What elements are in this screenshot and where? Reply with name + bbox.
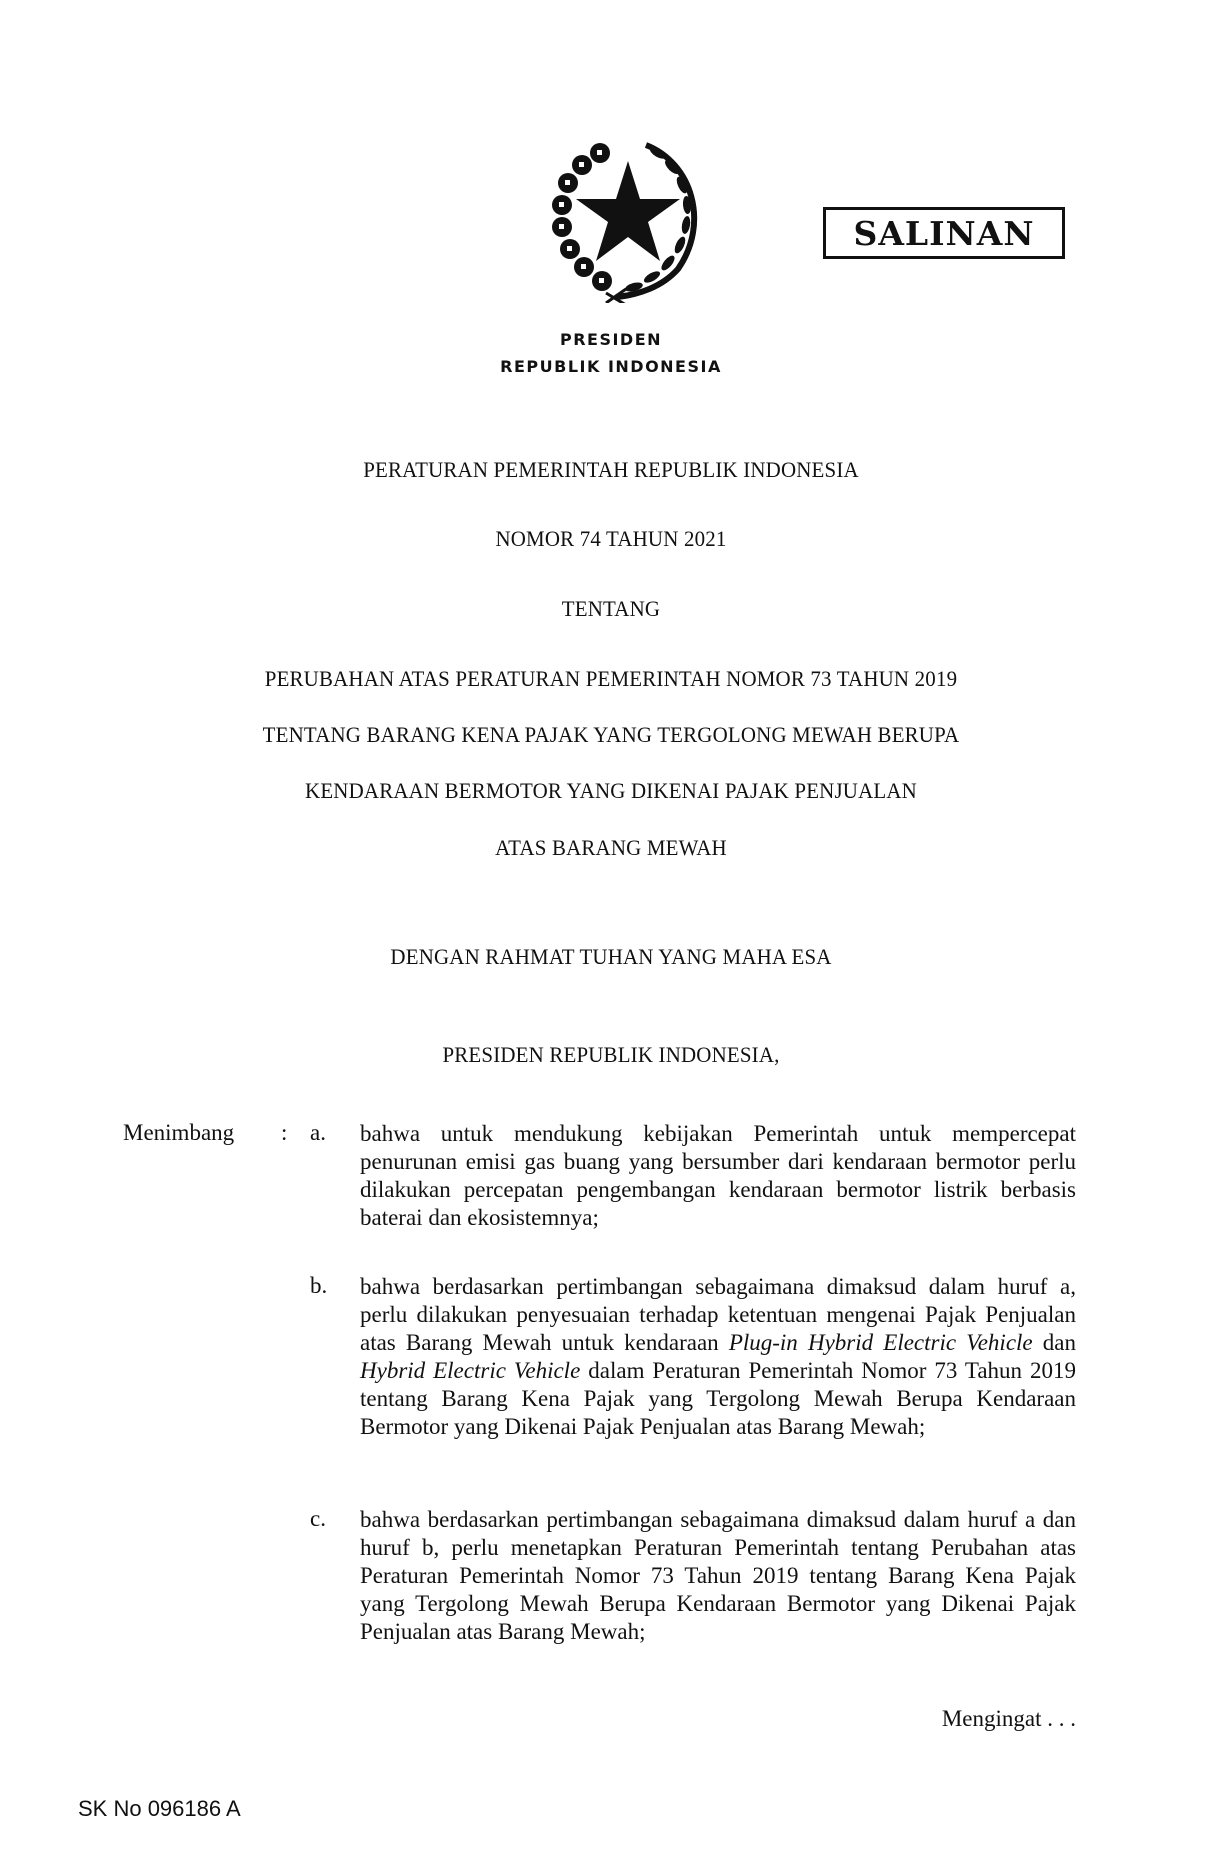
menimbang-colon: : — [281, 1120, 288, 1145]
issuer: PRESIDEN REPUBLIK INDONESIA, — [442, 1042, 780, 1067]
sk-number: SK No 096186 A — [78, 1796, 241, 1821]
document-title: PERATURAN PEMERINTAH REPUBLIK INDONESIA — [363, 457, 859, 482]
emblem-icon — [542, 133, 714, 303]
emblem-caption-president: PRESIDEN — [559, 330, 663, 349]
item-b-text-3: dalam Peraturan Pemerintah Nomor 73 Tahun 2019 tentang Barang Kena Pajak yang Tergolong Mewah Berupa Kendaraan Bermotor yang Dikenai Pajak Penjualan atas Barang Mewah; — [360, 1358, 1076, 1439]
item-b-italic-1: Plug-in Hybrid Electric Vehicle — [728, 1330, 1033, 1355]
item-b-text — [360, 1273, 1076, 1441]
catchword: Mengingat . . . — [941, 1706, 1076, 1731]
item-b-text-2: dan — [1032, 1330, 1076, 1355]
item-b-text-1: bahwa berdasarkan pertimbangan sebagaimana dimaksud dalam huruf a, perlu dilakukan penyesuaian terhadap ketentuan mengenai Pajak Penjualan atas Barang Mewah untuk kendaraan — [360, 1274, 1076, 1355]
salinan-stamp: SALINAN — [823, 207, 1065, 259]
emblem-caption-republic: REPUBLIK INDONESIA — [500, 357, 722, 376]
invocation: DENGAN RAHMAT TUHAN YANG MAHA ESA — [390, 944, 832, 969]
item-b-letter: b. — [310, 1273, 328, 1298]
item-c-letter: c. — [310, 1506, 326, 1531]
item-a-letter: a. — [310, 1120, 326, 1145]
tentang-heading: TENTANG — [561, 596, 661, 621]
item-b-italic-2: Hybrid Electric Vehicle — [360, 1358, 581, 1383]
item-a-text: bahwa untuk mendukung kebijakan Pemerintah untuk mempercepat penurunan emisi gas buang yang bersumber dari kendaraan bermotor perlu dilakukan percepatan pengembangan kendaraan bermotor listrik berbasis baterai dan ekosistemnya; — [360, 1121, 1076, 1230]
subject-line-4: ATAS BARANG MEWAH — [495, 835, 727, 860]
menimbang-label: Menimbang — [123, 1120, 235, 1145]
item-c-text: bahwa berdasarkan pertimbangan sebagaimana dimaksud dalam huruf a dan huruf b, perlu menetapkan Peraturan Pemerintah tentang Perubahan atas Peraturan Pemerintah Nomor 73 Tahun 2019 tentang Barang Kena Pajak yang Tergolong Mewah Berupa Kendaraan Bermotor yang Dikenai Pajak Penjualan atas Barang Mewah; — [360, 1507, 1076, 1644]
subject-line-2: TENTANG BARANG KENA PAJAK YANG TERGOLONG MEWAH BERUPA — [262, 722, 960, 747]
subject-line-3: KENDARAAN BERMOTOR YANG DIKENAI PAJAK PENJUALAN — [305, 778, 917, 803]
document-number: NOMOR 74 TAHUN 2021 — [495, 526, 727, 551]
subject-line-1: PERUBAHAN ATAS PERATURAN PEMERINTAH NOMOR 73 TAHUN 2019 — [264, 666, 958, 691]
